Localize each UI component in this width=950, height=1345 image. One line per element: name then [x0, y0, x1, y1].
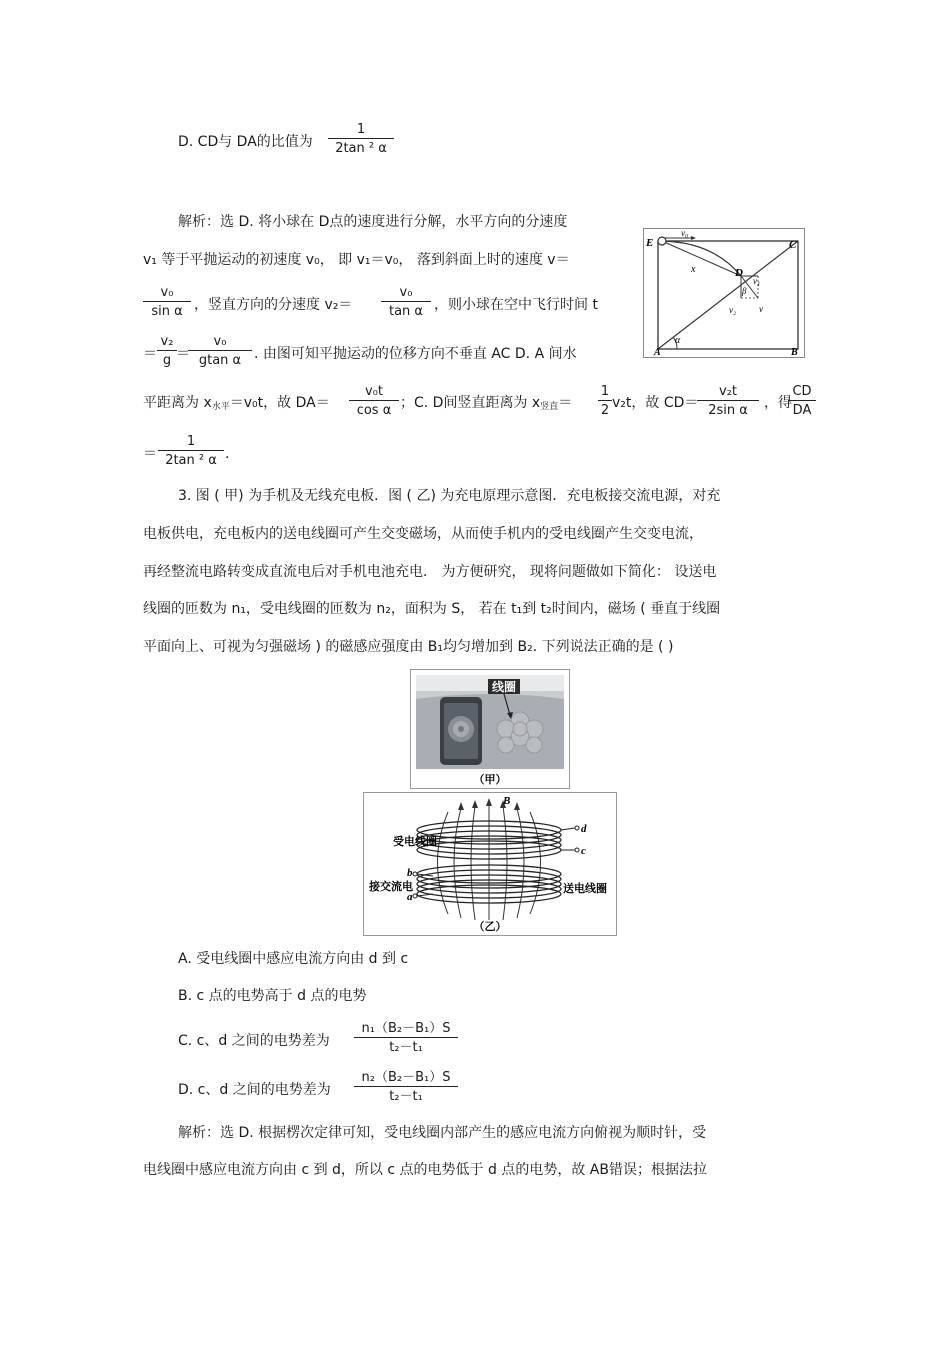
option-a: A. 受电线圈中感应电流方向由 d 到 c — [178, 951, 409, 967]
label-receive-coil: 受电线圈 — [393, 835, 437, 848]
label-ac-input: 接交流电 — [369, 880, 413, 893]
fraction-v-sin: v₀ sin α — [143, 285, 191, 319]
label-c: C — [789, 239, 797, 251]
option-d: D. c、d 之间的电势差为 — [178, 1082, 331, 1098]
question-3-line-2: 电板供电，充电板内的送电线圈可产生交变磁场，从而使手机内的受电线圈产生交变电流， — [143, 526, 703, 542]
solution-line-4: . 由图可知平抛运动的位移方向不垂直 AC D. A 间水 — [254, 346, 577, 362]
caption-jia: （甲） — [473, 773, 507, 786]
label-d-terminal: d — [581, 823, 587, 835]
fraction-cd-da: 1 2tan ² α — [328, 122, 394, 156]
label-v0: v₀ — [681, 228, 689, 238]
caption-yi: （乙） — [473, 920, 507, 933]
fraction-option-d: n₂（B₂－B₁）S t₂－t₁ — [354, 1070, 458, 1104]
label-coil: 线圈 — [491, 680, 517, 694]
label-c-terminal: c — [581, 845, 586, 857]
question-3-line-5: 平面向上、可视为匀强磁场 ) 的磁感应强度由 B₁均匀增加到 B₂. 下列说法正确的是 ( ) — [143, 639, 674, 655]
fraction-v0t-cos: v₀t cos α — [349, 384, 399, 418]
fraction-v-tan: v₀ tan α — [381, 285, 431, 319]
fraction-result: 1 2tan ² α — [158, 434, 224, 468]
projectile-diagram — [643, 228, 805, 358]
label-d: D — [735, 267, 743, 279]
fraction-v2t-sin: v₂t 2sin α — [697, 384, 759, 418]
eq-sign-2: ＝ — [176, 346, 190, 362]
figure-jia-charger-photo — [410, 669, 570, 789]
label-b-terminal: b — [407, 867, 413, 879]
label-a-terminal: a — [407, 891, 413, 903]
label-alpha: α — [675, 335, 681, 346]
label-b: B — [791, 347, 798, 358]
question-3-line-3: 再经整流电路转变成直流电后对手机电池充电． 为方便研究， 现将问题做如下简化： 设送电 — [143, 564, 717, 580]
label-a: A — [654, 347, 661, 358]
solution-line-5f: ，得 — [764, 395, 792, 411]
solution-line-5c: ；C. D间竖直距离为 $x_{竖直}=$ — [400, 395, 573, 412]
eq-sign-3: ＝ — [143, 446, 157, 462]
solution-line-5: 平距离为 $x_{水平}=v_0t$，故 DA＝ — [143, 395, 330, 412]
label-beta: β — [742, 286, 747, 296]
label-v1: v₁ — [753, 276, 761, 286]
option-d-prev: D. CD与 DA的比值为 — [178, 134, 313, 150]
fraction-option-c: n₁（B₂－B₁）S t₂－t₁ — [354, 1021, 458, 1055]
fraction-cd-over-da: CD DA — [788, 384, 816, 418]
fraction-v2-g: v₂ g — [157, 334, 177, 368]
label-x: x — [691, 264, 696, 275]
solution-line-3a: ，竖直方向的分速度 v₂＝ — [194, 297, 353, 313]
solution-3-line-2: 电线圈中感应电流方向由 c 到 d，所以 c 点的电势低于 d 点的电势，故 AB错误；根据法拉 — [143, 1162, 707, 1178]
period: . — [225, 446, 230, 462]
label-b-field: B — [503, 795, 511, 807]
fraction-v0-gtan: v₀ gtan α — [188, 334, 252, 368]
label-send-coil: 送电线圈 — [563, 882, 607, 895]
solution-line-5e: v₂t，故 CD＝ — [612, 395, 699, 411]
solution-line-2: v₁ 等于平抛运动的初速度 v₀， 即 v₁＝v₀， 落到斜面上时的速度 v＝ — [143, 252, 570, 268]
label-v: v — [759, 304, 763, 314]
question-3-line-4: 线圈的匝数为 n₁，受电线圈的匝数为 n₂，面积为 S， 若在 t₁到 t₂时间内，磁场 ( 垂直于线圈 — [143, 601, 721, 617]
fraction-half: 1 2 — [598, 384, 612, 418]
label-v2: v₂ — [729, 305, 737, 315]
question-3-line-1: 3. 图 ( 甲) 为手机及无线充电板．图 ( 乙) 为充电原理示意图．充电板接交流电源，对充 — [178, 488, 721, 504]
label-e: E — [646, 237, 654, 249]
solution-3-line-1: 解析：选 D. 根据楞次定律可知，受电线圈内部产生的感应电流方向俯视为顺时针，受 — [178, 1125, 707, 1141]
eq-sign: ＝ — [143, 346, 157, 362]
option-c: C. c、d 之间的电势差为 — [178, 1033, 330, 1049]
option-b: B. c 点的电势高于 d 点的电势 — [178, 988, 367, 1004]
figure-yi-coil-diagram — [363, 792, 617, 936]
solution-line-3b: ，则小球在空中飞行时间 t — [434, 297, 598, 313]
solution-line-1: 解析：选 D. 将小球在 D点的速度进行分解，水平方向的分速度 — [178, 214, 568, 230]
